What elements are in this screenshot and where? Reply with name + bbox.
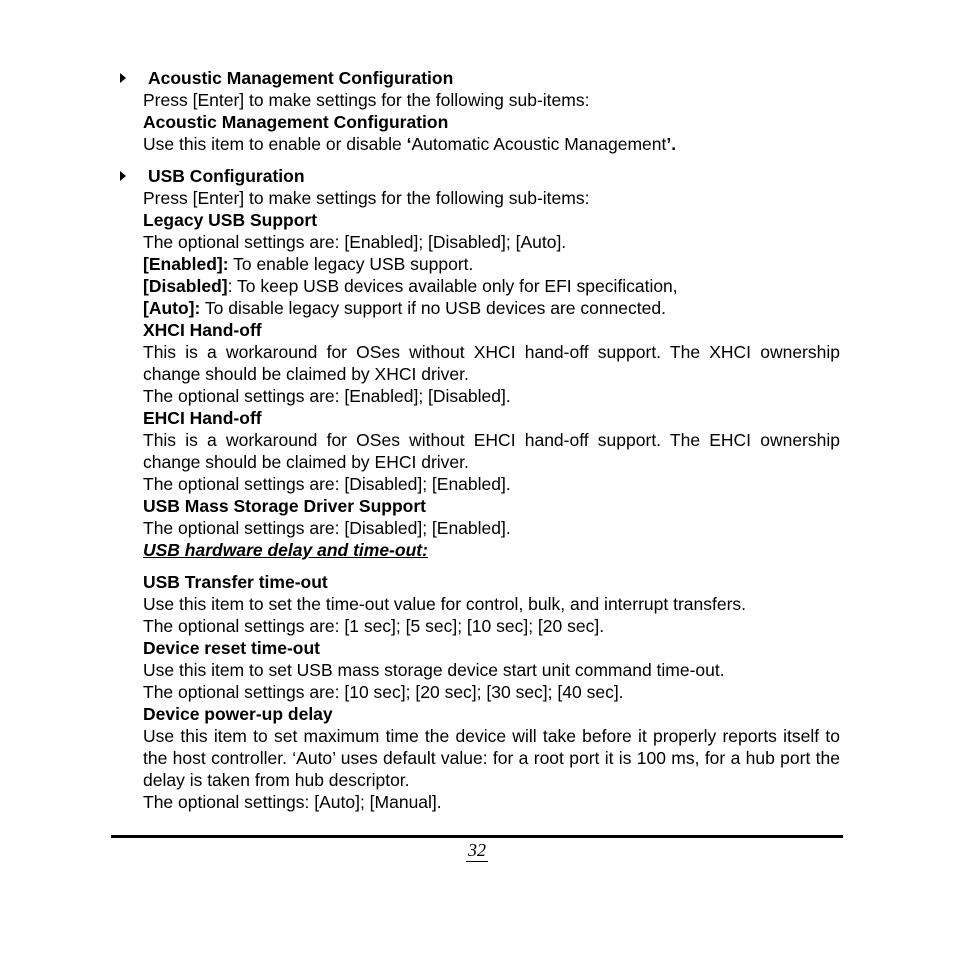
section-heading-usb [148, 165, 840, 187]
item-title: USB Transfer time-out [143, 572, 328, 592]
item-options: The optional settings are: [Disabled]; [Enabled]. [143, 474, 511, 494]
section-heading-acoustic [148, 67, 840, 89]
item-title: XHCI Hand-off [143, 320, 262, 340]
option-enabled [143, 253, 840, 275]
item-description: Use this item to set the time-out value for control, bulk, and interrupt transfers. [143, 594, 747, 614]
option-text: : To keep USB devices available only for EFI specification, [227, 276, 678, 296]
spacer [143, 155, 840, 165]
option-label: [Auto]: [143, 298, 201, 318]
option-disabled [143, 275, 840, 297]
desc-text: Use this item to enable or disable [143, 134, 407, 154]
option-text: To enable legacy USB support. [228, 254, 474, 274]
section-title: Acoustic Management Configuration [148, 68, 454, 88]
item-options: The optional settings: [Auto]; [Manual]. [143, 792, 442, 812]
desc-quote: ‘ [406, 134, 412, 154]
item-options: The optional settings are: [Disabled]; [Enabled]. [143, 518, 511, 538]
item-options: The optional settings are: [1 sec]; [5 sec]; [10 sec]; [20 sec]. [143, 616, 605, 636]
item-options: The optional settings are: [Enabled]; [Disabled]; [Auto]. [143, 232, 567, 252]
item-options: The optional settings are: [10 sec]; [20 sec]; [30 sec]; [40 sec]. [143, 682, 624, 702]
item-description [143, 133, 840, 155]
item-options: The optional settings are: [Enabled]; [Disabled]. [143, 386, 511, 406]
section-intro: Press [Enter] to make settings for the following sub-items: [143, 90, 590, 110]
item-title: Acoustic Management Configuration [143, 112, 449, 132]
bullet-arrow-icon [120, 73, 126, 83]
section-title: USB Configuration [148, 166, 305, 186]
item-description: This is a workaround for OSes without XHCI hand-off support. The XHCI ownership change should be claimed by XHCI driver. [143, 342, 840, 384]
document-body [143, 67, 840, 813]
item-title: Device power-up delay [143, 704, 333, 724]
option-label: [Enabled]: [143, 254, 229, 274]
item-description: This is a workaround for OSes without EHCI hand-off support. The EHCI ownership change should be claimed by EHCI driver. [143, 430, 840, 472]
item-description: Use this item to set USB mass storage device start unit command time-out. [143, 660, 725, 680]
footer-rule [111, 835, 843, 838]
spacer [143, 561, 840, 571]
item-title: EHCI Hand-off [143, 408, 262, 428]
option-label: [Disabled] [143, 276, 228, 296]
page-number: 32 [468, 840, 486, 860]
desc-quote: ’. [666, 134, 677, 154]
bullet-arrow-icon [120, 171, 126, 181]
item-title: USB Mass Storage Driver Support [143, 496, 426, 516]
option-text: To disable legacy support if no USB devices are connected. [200, 298, 666, 318]
option-auto [143, 297, 840, 319]
item-title: Legacy USB Support [143, 210, 318, 230]
desc-name: Automatic Acoustic Management [411, 134, 667, 154]
section-intro: Press [Enter] to make settings for the following sub-items: [143, 188, 590, 208]
item-title: Device reset time-out [143, 638, 321, 658]
item-description: Use this item to set maximum time the device will take before it properly reports itself to the host controller. ‘Auto’ uses default value: for a root port it is 100 ms, for a hub port the delay is taken from hub descriptor. [143, 726, 840, 790]
subsection-heading: USB hardware delay and time-out: [143, 540, 428, 560]
